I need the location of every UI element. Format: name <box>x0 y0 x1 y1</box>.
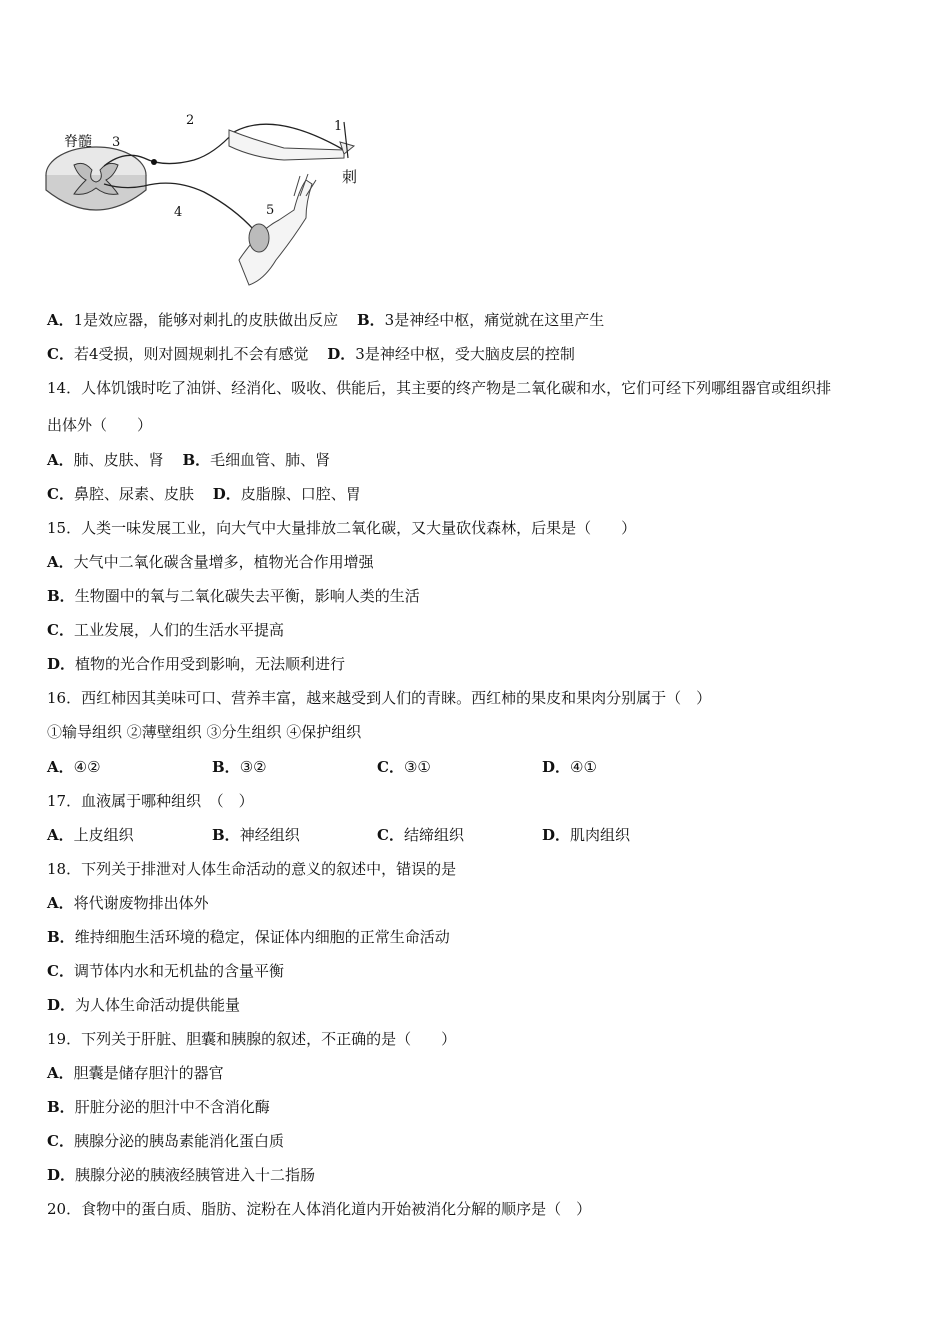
q16-option-c[interactable] <box>377 757 542 777</box>
q18-option-a[interactable] <box>47 893 209 913</box>
q15-stem: 15．人类一味发展工业，向大气中大量排放二氧化碳，又大量砍伐森林，后果是（ ） <box>47 519 637 537</box>
q19-option-c[interactable] <box>47 1131 284 1151</box>
q13-option-b-label[interactable]: B． <box>356 311 385 329</box>
q13-option-b-text: 3是神经中枢，痛觉就在这里产生 <box>384 311 605 329</box>
q16-option-d-text: ④① <box>570 758 597 776</box>
q14-option-a-label[interactable]: A． <box>47 451 74 469</box>
q14-option-b-text: 毛细血管、肺、肾 <box>210 451 331 469</box>
q19-option-a-text: 胆囊是储存胆汁的器官 <box>73 1064 224 1082</box>
q19-option-a[interactable] <box>47 1063 224 1083</box>
q16-option-d-label: D． <box>542 758 571 776</box>
q17-option-b-text: 神经组织 <box>239 826 300 844</box>
q19-stem: 19．下列关于肝脏、胆囊和胰腺的叙述，不正确的是（ ） <box>47 1030 457 1048</box>
q18-stem: 18．下列关于排泄对人体生命活动的意义的叙述中，错误的是 <box>47 860 457 878</box>
q19-option-a-label: A． <box>47 1064 74 1082</box>
q15-option-d-text: 植物的光合作用受到影响，无法顺利进行 <box>75 655 346 673</box>
q13-options-line2 <box>47 344 575 364</box>
q13-option-a-text: 1是效应器，能够对刺扎的皮肤做出反应 <box>73 311 339 329</box>
label-5: 5 <box>266 203 275 218</box>
label-2: 2 <box>186 113 195 128</box>
q13-option-d-text: 3是神经中枢，受大脑皮层的控制 <box>355 345 575 363</box>
q18-option-a-label: A． <box>47 894 74 912</box>
label-4: 4 <box>174 205 183 220</box>
q17-option-d-text: 肌肉组织 <box>570 826 631 844</box>
q18-option-d-label: D． <box>47 996 76 1014</box>
q18-option-c-label: C． <box>47 962 74 980</box>
q15-option-d-label: D． <box>47 655 76 673</box>
q16-option-b[interactable] <box>212 757 377 777</box>
q16-options <box>47 757 597 777</box>
q19-option-b-text: 肝脏分泌的胆汁中不含消化酶 <box>74 1098 270 1116</box>
q15-option-a-label: A． <box>47 553 74 571</box>
q18-option-a-text: 将代谢废物排出体外 <box>73 894 209 912</box>
q19-option-d-label: D． <box>47 1166 76 1184</box>
q16-stem: 16．西红柿因其美味可口、营养丰富，越来越受到人们的青睐。西红柿的果皮和果肉分别属于（ ） <box>47 689 712 707</box>
q17-option-c[interactable] <box>377 825 542 845</box>
q18-option-b-label: B． <box>47 928 75 946</box>
q14-options-line2 <box>47 484 361 504</box>
q15-option-c-text: 工业发展，人们的生活水平提高 <box>73 621 284 639</box>
q19-option-b[interactable] <box>47 1097 270 1117</box>
q15-option-b[interactable] <box>47 586 420 606</box>
q17-option-a-label: A． <box>47 826 74 844</box>
q17-option-d[interactable] <box>542 825 630 845</box>
q16-items: ①输导组织 ②薄壁组织 ③分生组织 ④保护组织 <box>47 723 362 741</box>
q16-option-a-label: A． <box>47 758 74 776</box>
q16-option-c-label: C． <box>377 758 404 776</box>
q15-option-c-label: C． <box>47 621 74 639</box>
q15-option-a[interactable] <box>47 552 374 572</box>
q17-options <box>47 825 630 845</box>
q13-options-line1 <box>47 310 604 330</box>
q17-option-d-label: D． <box>542 826 571 844</box>
q13-option-c-text: 若4受损，则对圆规刺扎不会有感觉 <box>73 345 309 363</box>
q15-option-b-label: B． <box>47 587 75 605</box>
label-spinal-cord: 脊髓 <box>64 134 92 150</box>
q14-option-b-label[interactable]: B． <box>182 451 211 469</box>
label-3: 3 <box>112 135 121 150</box>
q17-option-c-label: C． <box>377 826 404 844</box>
q13-option-d-label[interactable]: D． <box>327 345 356 363</box>
reflex-arc-diagram <box>44 110 384 290</box>
q14-stem-line1: 14．人体饥饿时吃了油饼、经消化、吸收、供能后，其主要的终产物是二氧化碳和水，它们可经下列哪组器官或组织排 <box>47 379 832 397</box>
q18-option-c-text: 调节体内水和无机盐的含量平衡 <box>73 962 284 980</box>
q14-option-c-text: 鼻腔、尿素、皮肤 <box>73 485 194 503</box>
q16-option-a[interactable] <box>47 757 212 777</box>
q16-option-b-label: B． <box>212 758 240 776</box>
label-1: 1 <box>334 119 343 134</box>
q15-option-b-text: 生物圈中的氧与二氧化碳失去平衡，影响人类的生活 <box>74 587 420 605</box>
reflex-arc-figure <box>44 110 384 290</box>
q19-option-b-label: B． <box>47 1098 75 1116</box>
q19-option-d-text: 胰腺分泌的胰液经胰管进入十二指肠 <box>75 1166 316 1184</box>
q18-option-d[interactable] <box>47 995 240 1015</box>
q19-option-c-text: 胰腺分泌的胰岛素能消化蛋白质 <box>73 1132 284 1150</box>
q15-option-d[interactable] <box>47 654 345 674</box>
q17-option-b-label: B． <box>212 826 240 844</box>
q14-option-a-text: 肺、皮肤、肾 <box>73 451 164 469</box>
q20-stem: 20．食物中的蛋白质、脂肪、淀粉在人体消化道内开始被消化分解的顺序是（ ） <box>47 1200 592 1218</box>
q18-option-b[interactable] <box>47 927 450 947</box>
label-stimulus: 刺 <box>342 168 358 186</box>
q13-option-c-label[interactable]: C． <box>47 345 74 363</box>
q17-option-a-text: 上皮组织 <box>73 826 134 844</box>
q14-option-d-text: 皮脂腺、口腔、胃 <box>240 485 361 503</box>
q14-stem-line2: 出体外（ ） <box>47 416 153 434</box>
q17-option-c-text: 结缔组织 <box>403 826 464 844</box>
q17-option-b[interactable] <box>212 825 377 845</box>
q14-options-line1 <box>47 450 330 470</box>
q15-option-c[interactable] <box>47 620 284 640</box>
q13-option-a-label[interactable]: A． <box>47 311 74 329</box>
q19-option-c-label: C． <box>47 1132 74 1150</box>
q16-option-d[interactable] <box>542 757 597 777</box>
q18-option-b-text: 维持细胞生活环境的稳定，保证体内细胞的正常生命活动 <box>74 928 450 946</box>
q18-option-d-text: 为人体生命活动提供能量 <box>75 996 241 1014</box>
q17-option-a[interactable] <box>47 825 212 845</box>
q19-option-d[interactable] <box>47 1165 315 1185</box>
q14-option-c-label[interactable]: C． <box>47 485 74 503</box>
q16-option-b-text: ③② <box>239 758 267 776</box>
q14-option-d-label[interactable]: D． <box>212 485 241 503</box>
q15-option-a-text: 大气中二氧化碳含量增多，植物光合作用增强 <box>73 553 374 571</box>
q16-option-a-text: ④② <box>73 758 101 776</box>
q16-option-c-text: ③① <box>403 758 431 776</box>
q18-option-c[interactable] <box>47 961 284 981</box>
q17-stem: 17．血液属于哪种组织 （ ） <box>47 792 254 810</box>
